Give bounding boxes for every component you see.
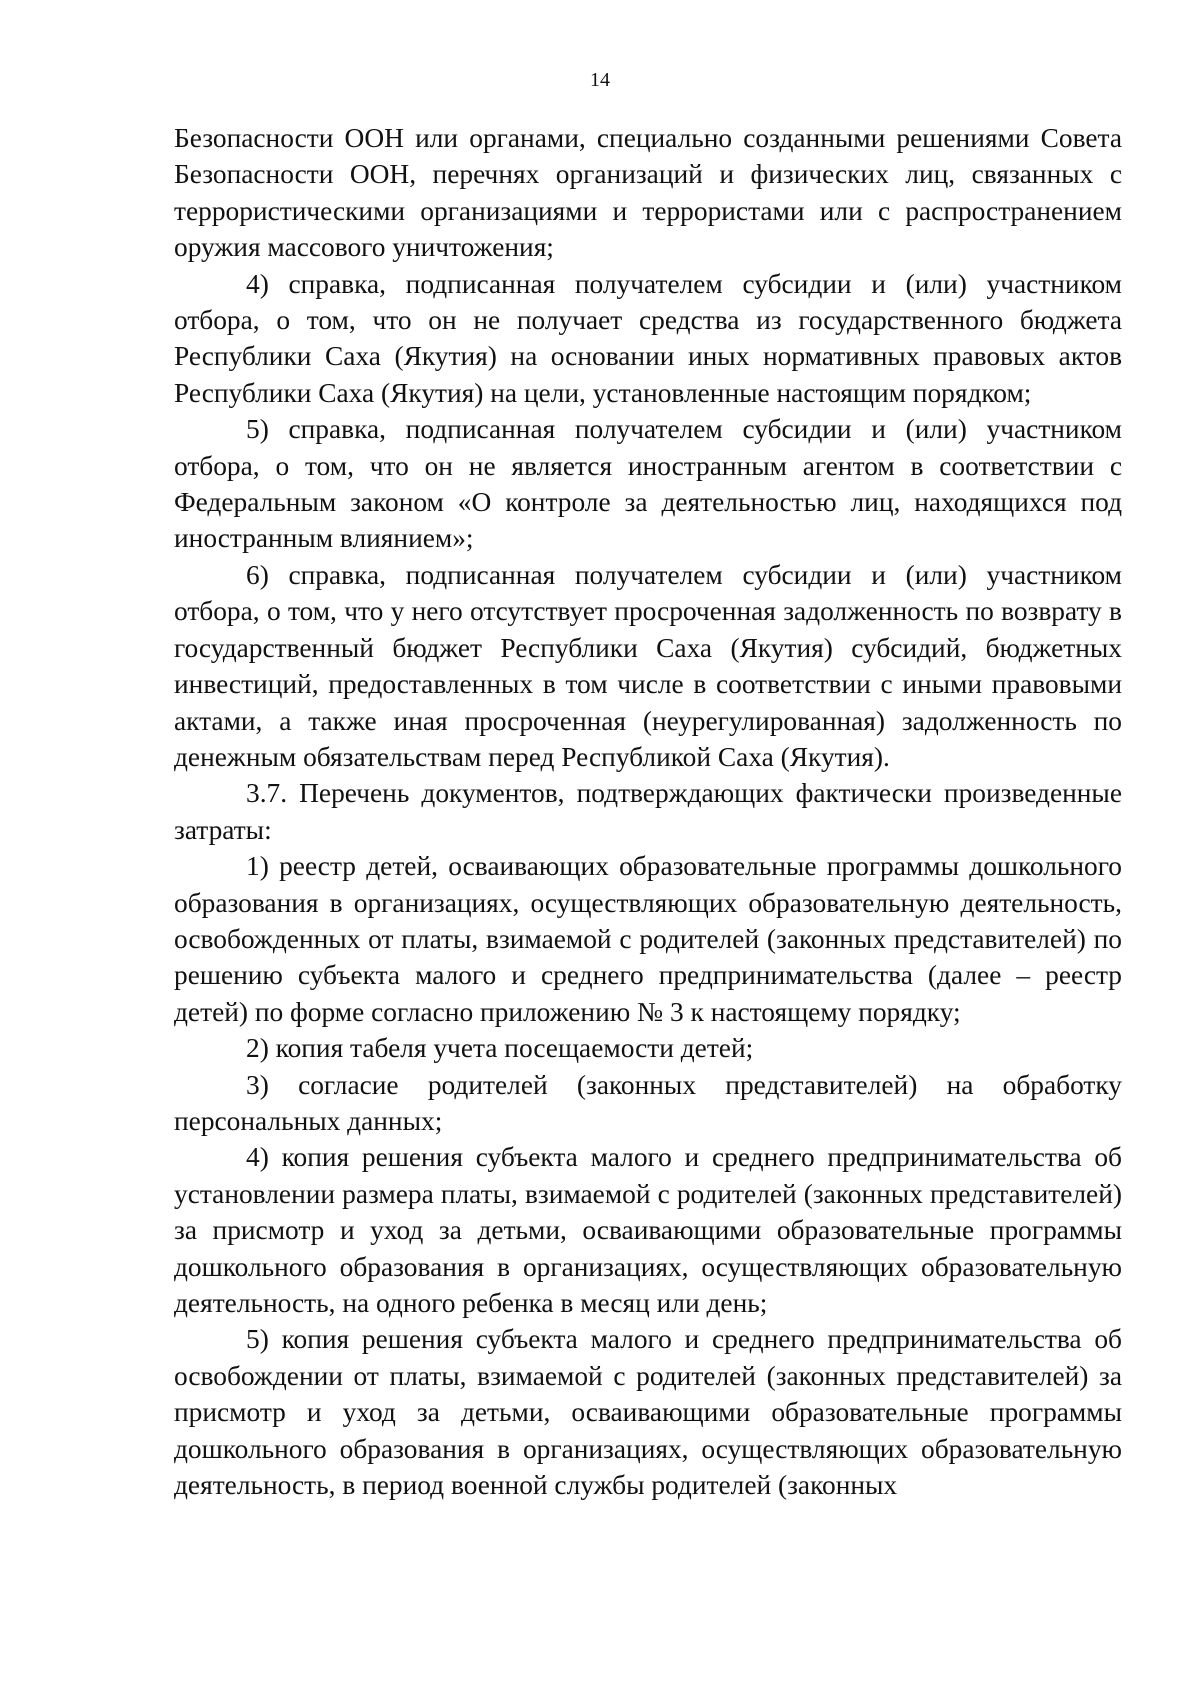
paragraph-item-3-consent: 3) согласие родителей (законных представителей) на обработку персональных данных; [174,1069,1122,1136]
paragraph-section-3-7: 3.7. Перечень документов, подтверждающих фактически произведенные затраты: [174,778,1122,845]
paragraph-item-4-certificate: 4) справка, подписанная получателем субсидии и (или) участником отбора, о том, что он не получает средства из государственного бюджета Республики Саха (Якутия) на основании иных нормативных правовых актов Республики Саха (Якутия) на цели, установленные настоящим порядком; [174,268,1122,408]
paragraph-item-1-registry: 1) реестр детей, осваивающих образовательные программы дошкольного образования в организациях, осуществляющих образовательную деятельность, освобожденных от платы, взимаемой с родителей (законных представителей) по решению субъекта малого и среднего предпринимательства (далее – реестр детей) по форме согласно приложению № 3 к настоящему порядку; [174,851,1122,1027]
paragraph-item-6-certificate: 6) справка, подписанная получателем субсидии и (или) участником отбора, о том, что у него отсутствует просроченная задолженность по возврату в государственный бюджет Республики Саха (Якутия) субсидий, бюджетных инвестиций, предоставленных в том числе в соответствии с иными правовыми актами, а также иная просроченная (неурегулированная) задолженность по денежным обязательствам перед Республикой Саха (Якутия). [174,559,1122,772]
document-body [174,120,1122,1503]
paragraph-item-5-decision-exemption: 5) копия решения субъекта малого и среднего предпринимательства об освобождении от платы, взимаемой с родителей (законных представителей) за присмотр и уход за детьми, осваивающими образовательные программы дошкольного образования в организациях, осуществляющих образовательную деятельность, в период военной службы родителей (законных [174,1324,1122,1501]
paragraph-item-4-decision-fee: 4) копия решения субъекта малого и среднего предпринимательства об установлении размера платы, взимаемой с родителей (законных представителей) за присмотр и уход за детьми, осваивающими образовательные программы дошкольного образования в организациях, осуществляющих образовательную деятельность, на одного ребенка в месяц или день; [174,1142,1122,1318]
paragraph-item-2-attendance: 2) копия табеля учета посещаемости детей; [246,1033,754,1064]
paragraph-item-5-certificate: 5) справка, подписанная получателем субсидии и (или) участником отбора, о том, что он не является иностранным агентом в соответствии с Федеральным законом «О контроле за деятельностью лиц, находящихся под иностранным влиянием»; [174,414,1122,554]
page-number: 14 [590,69,610,91]
paragraph-continuation: Безопасности ООН или органами, специально созданными решениями Совета Безопасности ООН, перечнях организаций и физических лиц, связанных с террористическими организациями и террористами или с распространением оружия массового уничтожения; [174,123,1122,263]
